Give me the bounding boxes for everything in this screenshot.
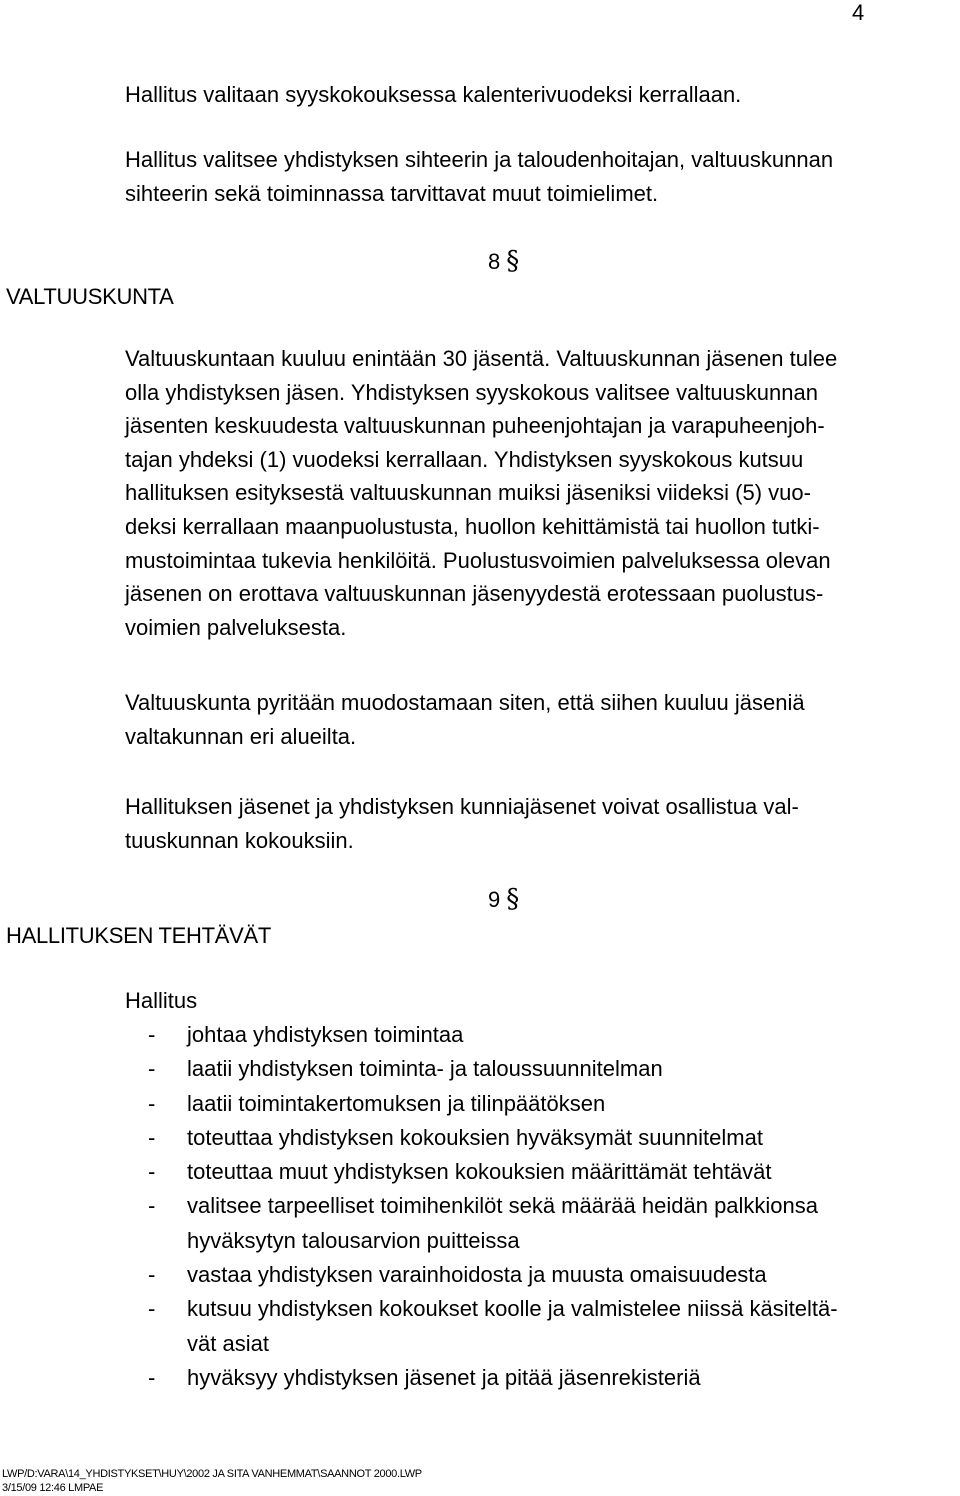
section-9-heading: HALLITUKSEN TEHTÄVÄT: [6, 923, 271, 948]
list-item-text: [187, 1087, 605, 1121]
list-dash: -: [148, 1090, 156, 1116]
text-line: deksi kerrallaan maanpuolustusta, huollon kehittämistä tai huollon tutki-: [125, 513, 820, 539]
text-line: johtaa yhdistyksen toimintaa: [187, 1022, 464, 1047]
list-dash: -: [148, 1159, 156, 1185]
list-item-text: [187, 1361, 701, 1395]
section-sign: §: [506, 246, 520, 276]
footer-file-path: LWP/D:VARA\14_YHDISTYKSET\HUY\2002 JA SITA VANHEMMAT\SAANNOT 2000.LWP: [2, 1468, 422, 1480]
list-dash: -: [148, 1364, 156, 1390]
list-item: [125, 1087, 960, 1121]
duties-list: [125, 1018, 960, 1395]
text-line: olla yhdistyksen jäsen. Yhdistyksen syyskokous valitsee valtuuskunnan: [125, 379, 818, 405]
text-line: Valtuuskuntaan kuuluu enintään 30 jäsentä. Valtuuskunnan jäsenen tulee: [125, 346, 838, 371]
list-item: [125, 1155, 960, 1189]
text-line: valtakunnan eri alueilta.: [125, 723, 357, 749]
text-line: kutsuu yhdistyksen kokoukset koolle ja valmistelee niissä käsiteltä-: [187, 1296, 838, 1322]
section-8-number: [488, 246, 519, 277]
footer-timestamp: 3/15/09 12:46 LMPAE: [2, 1482, 104, 1494]
list-dash: -: [148, 1022, 156, 1047]
section-8-paragraph-3: [125, 790, 799, 857]
text-line: vät asiat: [187, 1330, 269, 1356]
list-item-text: [187, 1258, 767, 1292]
list-item-text: [187, 1292, 838, 1361]
list-item-text: [187, 1189, 818, 1258]
text-line: hallituksen esityksestä valtuuskunnan muiksi jäseniksi viideksi (5) vuo-: [125, 480, 811, 506]
list-dash: -: [148, 1056, 156, 1082]
text-line: sihteerin sekä toiminnassa tarvittavat muut toimielimet.: [125, 180, 659, 206]
text-line: Valtuuskunta pyritään muodostamaan siten, että siihen kuuluu jäseniä: [125, 690, 805, 715]
text-line: tajan yhdeksi (1) vuodeksi kerrallaan. Yhdistyksen syyskokous kutsuu: [125, 446, 804, 472]
list-item-text: [187, 1052, 663, 1086]
page-number: 4: [852, 0, 865, 25]
section-sign: §: [506, 884, 520, 914]
text-line: vastaa yhdistyksen varainhoidosta ja muusta omaisuudesta: [187, 1262, 767, 1288]
section-number: 9: [488, 887, 501, 912]
list-item-text: [187, 1155, 772, 1189]
list-item: [125, 1189, 960, 1258]
list-item-text: [187, 1018, 463, 1052]
text-line: hyväksyy yhdistyksen jäsenet ja pitää jäsenrekisteriä: [187, 1364, 701, 1390]
text-line: voimien palveluksesta.: [125, 614, 347, 640]
text-line: valitsee tarpeelliset toimihenkilöt sekä määrää heidän palkkionsa: [187, 1193, 819, 1219]
section-9-number: [488, 884, 519, 915]
section-8-paragraph-1: [125, 342, 957, 644]
list-dash: -: [148, 1296, 156, 1322]
text-line: tuuskunnan kokouksiin.: [125, 827, 354, 853]
text-line: Hallitus valitsee yhdistyksen sihteerin ja taloudenhoitajan, valtuuskunnan: [125, 147, 834, 172]
section-8-heading: VALTUUSKUNTA: [6, 284, 174, 309]
text-line: hyväksytyn talousarvion puitteissa: [187, 1227, 520, 1253]
text-line: mustoimintaa tukevia henkilöitä. Puolustusvoimien palveluksessa olevan: [125, 547, 831, 573]
list-item: [125, 1121, 960, 1155]
list-dash: -: [148, 1124, 156, 1150]
text-line: Hallituksen jäsenet ja yhdistyksen kunniajäsenet voivat osallistua val-: [125, 794, 799, 819]
section-8-paragraph-2: [125, 686, 805, 753]
paragraph-board-officers: [125, 143, 833, 210]
text-line: laatii yhdistyksen toiminta- ja taloussuunnitelman: [187, 1056, 663, 1082]
list-dash: -: [148, 1262, 156, 1288]
list-item-text: [187, 1121, 763, 1155]
text-line: jäsenen on erottava valtuuskunnan jäsenyydestä erotessaan puolustus-: [125, 581, 824, 607]
list-intro: Hallitus: [125, 988, 198, 1013]
paragraph-board-election: [125, 78, 741, 112]
list-item: [125, 1052, 960, 1086]
list-item: [125, 1292, 960, 1361]
text-line: toteuttaa muut yhdistyksen kokouksien määrittämät tehtävät: [187, 1159, 772, 1185]
section-number: 8: [488, 249, 501, 274]
list-item: [125, 1018, 960, 1052]
text-line: toteuttaa yhdistyksen kokouksien hyväksymät suunnitelmat: [187, 1124, 763, 1150]
text-line: Hallitus valitaan syyskokouksessa kalenterivuodeksi kerrallaan.: [125, 82, 742, 107]
text-line: jäsenten keskuudesta valtuuskunnan puheenjohtajan ja varapuheenjoh-: [125, 413, 825, 439]
list-dash: -: [148, 1193, 156, 1219]
text-line: laatii toimintakertomuksen ja tilinpäätöksen: [187, 1090, 606, 1116]
list-item: [125, 1361, 960, 1395]
list-item: [125, 1258, 960, 1292]
